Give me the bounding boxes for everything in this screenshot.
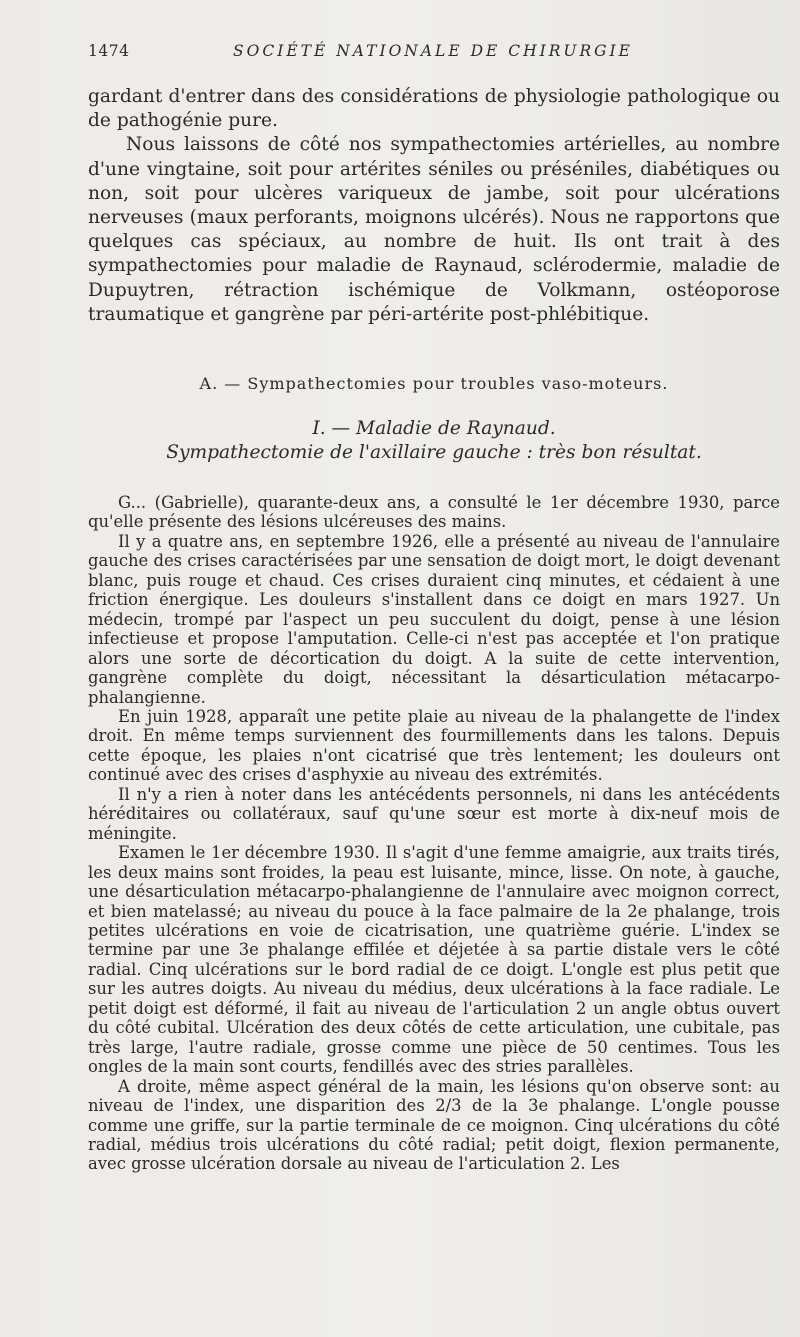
page-header <box>88 42 778 66</box>
case-title <box>88 417 780 465</box>
case-body <box>88 493 780 1174</box>
case-paragraph-2: Il y a quatre ans, en septembre 1926, elle a présenté au niveau de l'annulaire gauche des crises caractérisées par une sensation de doigt mort, le doigt devenant blanc, puis rouge et chaud. Ces crises duraient cinq minutes, et cédaient à une friction énergique. Les douleurs s'installent dans ce doigt en mars 1927. Un médecin, trompé par l'aspect un peu succulent du doigt, pense à une lésion infectieuse et propose l'amputation. Celle-ci n'est pas acceptée et l'on pratique alors une sorte de décortication du doigt. A la suite de cette intervention, gangrène complète du doigt, nécessitant la désarticulation métacarpo-phalangienne. <box>88 531 780 707</box>
section-heading: A. — Sympathectomies pour troubles vaso-moteurs. <box>199 374 669 394</box>
page-number: 1474 <box>88 42 130 60</box>
case-paragraph-1: G... (Gabrielle), quarante-deux ans, a consulté le 1er décembre 1930, parce qu'elle présente des lésions ulcéreuses des mains. <box>88 493 780 532</box>
case-title-line-2: Sympathectomie de l'axillaire gauche : très bon résultat. <box>166 442 702 464</box>
running-title: SOCIÉTÉ NATIONALE DE CHIRURGIE <box>233 42 633 60</box>
case-paragraph-3: En juin 1928, apparaît une petite plaie au niveau de la phalangette de l'index droit. En même temps surviennent des fourmillements dans les talons. Depuis cette époque, les plaies n'ont cicatrisé que très lentement; les douleurs ont continué avec des crises d'asphyxie au niveau des extrémités. <box>88 707 780 785</box>
page-body <box>88 85 780 1174</box>
intro-paragraph-2: Nous laissons de côté nos sympathectomies artérielles, au nombre d'une vingtaine, soit pour artérites séniles ou préséniles, diabétiques ou non, soit pour ulcères variqueux de jambe, soit pour ulcérations nerveuses (maux perforants, moignons ulcérés). Nous ne rapportons que quelques cas spéciaux, au nombre de huit. Ils ont trait à des sympathectomies pour maladie de Raynaud, sclérodermie, maladie de Dupuytren, rétraction ischémique de Volkmann, ostéoporose traumatique et gangrène par péri-artérite post-phlébitique. <box>88 134 780 325</box>
intro-paragraph-1: gardant d'entrer dans des considérations de physiologie pathologique ou de pathogénie pure. <box>88 86 780 132</box>
case-paragraph-5: Examen le 1er décembre 1930. Il s'agit d'une femme amaigrie, aux traits tirés, les deux mains sont froides, la peau est luisante, mince, lisse. On note, à gauche, une désarticulation métacarpo-phalangienne de l'annulaire avec moignon correct, et bien matelassé; au niveau du pouce à la face palmaire de la 2e phalange, trois petites ulcérations en voie de cicatrisation, une quatrième guérie. L'index se termine par une 3e phalange effilée et déjetée à sa partie distale vers le côté radial. Cinq ulcérations sur le bord radial de ce doigt. L'ongle est plus petit que sur les autres doigts. Au niveau du médius, deux ulcérations à la face radiale. Le petit doigt est déformé, il fait au niveau de l'articulation 2 un angle obtus ouvert du côté cubital. Ulcération des deux côtés de cette articulation, une cubitale, pas très large, l'autre radiale, grosse comme une pièce de 50 centimes. Tous les ongles de la main sont courts, fendillés avec des stries parallèles. <box>88 843 780 1077</box>
case-paragraph-4: Il n'y a rien à noter dans les antécédents personnels, ni dans les antécédents héréditaires ou collatéraux, sauf qu'une sœur est morte à dix-neuf mois de méningite. <box>88 784 780 843</box>
case-title-line-1: I. — Maladie de Raynaud. <box>312 418 556 440</box>
case-paragraph-6: A droite, même aspect général de la main, les lésions qu'on observe sont: au niveau de l'index, une disparition des 2/3 de la 3e phalange. L'ongle pousse comme une griffe, sur la partie terminale de ce moignon. Cinq ulcérations du côté radial, médius trois ulcérations du côté radial; petit doigt, flexion permanente, avec grosse ulcération dorsale au niveau de l'articulation 2. Les <box>88 1076 780 1174</box>
intro-section <box>88 85 780 327</box>
